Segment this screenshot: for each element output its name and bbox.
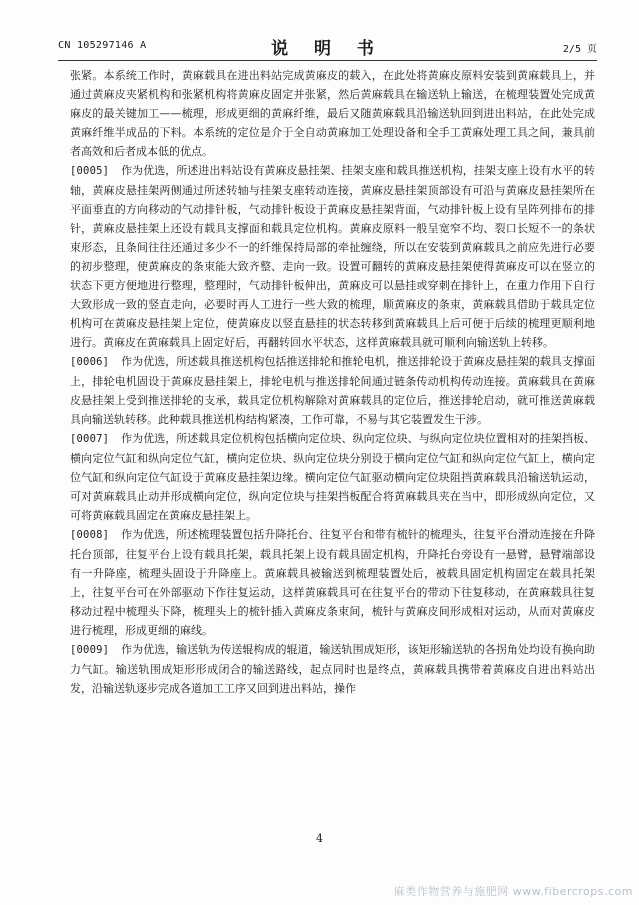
paragraph-0006 [70, 352, 595, 429]
site-watermark: 麻类作物营养与施肥网 www.fibercrops.com [393, 885, 633, 898]
description-body [70, 66, 595, 698]
paragraph-text: 作为优选，所述梳理装置包括升降托台、往复平台和带有梳针的梳理头，往复平台滑动连接在升降托台顶部，往复平台上设有载具托架，载具托架上设有载具固定机构，升降托台旁设有一悬臂，悬臂端部设有一升降座，梳理头固设于升降座上。黄麻载具被输送到梳理装置处后，被载具固定机构固定在载具托架上，往复平台可在外部驱动下作往复运动，这样黄麻载具可在往复平台的带动下往复移动，在黄麻载具往复移动过程中梳理头下降，梳理头上的梳针插入黄麻皮条束间，梳针与黄麻皮间形成相对运动，从而对黄麻皮进行梳理，形成更细的麻线。 [70, 528, 595, 637]
paragraph-number: [0009] [70, 644, 110, 656]
paragraph-number: [0008] [70, 529, 110, 541]
paragraph-text: 作为优选，所述载具推送机构包括推送排轮和推轮电机，推送排轮设于黄麻皮悬挂架的载具支撑面上，排轮电机固设于黄麻皮悬挂架上，排轮电机与推送排轮间通过链条传动机构传动连接。黄麻载具在黄麻皮悬挂架上受到推送排轮的支承，载具定位机构解除对黄麻载具的定位后，推送排轮启动，就可推送黄麻载具向输送轨转移。此种载具推送机构结构紧凑，工作可靠，不易与其它装置发生干涉。 [70, 355, 595, 426]
paragraph-text: 作为优选，所述载具定位机构包括横向定位块、纵向定位块、与纵向定位块位置相对的挂架挡板、横向定位气缸和纵向定位气缸，横向定位块、纵向定位块分别设于横向定位气缸和纵向定位气缸上，横向定位气缸和纵向定位气缸设于黄麻皮悬挂架边缘。横向定位气缸驱动横向定位块阻挡黄麻载具沿输送轨运动，可对黄麻载具止动并形成横向定位，纵向定位块与挂架挡板配合将黄麻载具夹在当中，即形成纵向定位，又可将黄麻载具固定在黄麻皮悬挂架上。 [70, 432, 595, 522]
page-header [58, 34, 597, 61]
paragraph-0007 [70, 429, 595, 525]
paragraph-number: [0006] [70, 356, 110, 368]
paragraph-0009 [70, 640, 595, 698]
paragraph-0008 [70, 525, 595, 640]
patent-number: CN 105297146 A [58, 40, 147, 51]
paragraph-text: 张紧。本系统工作时，黄麻载具在进出料站完成黄麻皮的载入，在此处将黄麻皮原料安装到黄麻载具上，并通过黄麻皮夹紧机构和张紧机构将黄麻皮固定并张紧，然后黄麻载具在输送轨上输送，在梳理装置处完成黄麻皮的最关键加工——梳理，形成更细的黄麻纤维，最后又随黄麻载具沿输送轨回到进出料站，在此处完成黄麻纤维半成品的下料。本系统的定位是介于全自动黄麻加工处理设备和全手工黄麻处理工具之间，兼具前者高效和后者成本低的优点。 [70, 69, 595, 158]
page-count: 2/5 页 [562, 44, 597, 55]
paragraph-text: 作为优选，输送轨为传送辊构成的辊道，输送轨围成矩形，该矩形输送轨的各拐角处均设有换向助力气缸。输送轨围成矩形形成闭合的输送路线，起点同时也是终点，黄麻载具携带着黄麻皮自进出料站出发，沿输送轨逐步完成各道加工工序又回到进出料站，操作 [70, 643, 595, 695]
paragraph-0005 [70, 161, 595, 352]
paragraph-text: 作为优选，所述进出料站设有黄麻皮悬挂架、挂架支座和载具推送机构，挂架支座上设有水平的转轴，黄麻皮悬挂架两侧通过所述转轴与挂架支座转动连接，黄麻皮悬挂架顶部设有可沿与黄麻皮悬挂架所在平面垂直的方向移动的气动排针板，气动排针板设于黄麻皮悬挂架背面，气动排针板上设有呈阵列排布的排针，黄麻皮悬挂架上还设有载具支撑面和载具定位机构。黄麻皮原料一般呈宽窄不均、裂口长短不一的条状束形态，且条间往往还通过多少不一的纤维保持局部的牵扯缠绕，所以在安装到黄麻载具之前应先进行必要的初步整理，使黄麻皮的条束能大致齐整、走向一致。设置可翻转的黄麻皮悬挂架使得黄麻皮可以在竖立的状态下更方便地进行整理，整理时，气动排针板伸出，黄麻皮可以悬挂或穿刺在排针上，在重力作用下自行大致形成一致的竖直走向，必要时再人工进行一些大致的梳理，顺黄麻皮的条束，黄麻载具借助于载具定位机构可在黄麻皮悬挂架上定位，使黄麻皮以竖直悬挂的状态转移到黄麻载具上后可便于后续的梳理更顺利地进行。黄麻皮在黄麻载具上固定好后，再翻转回水平状态，这样黄麻载具就可顺利向输送轨上转移。 [70, 164, 595, 349]
paragraph-continued [70, 66, 595, 161]
document-title: 说 明 书 [271, 39, 384, 59]
paragraph-number: [0005] [70, 165, 110, 177]
page-number: 4 [316, 832, 323, 845]
paragraph-number: [0007] [70, 433, 110, 445]
